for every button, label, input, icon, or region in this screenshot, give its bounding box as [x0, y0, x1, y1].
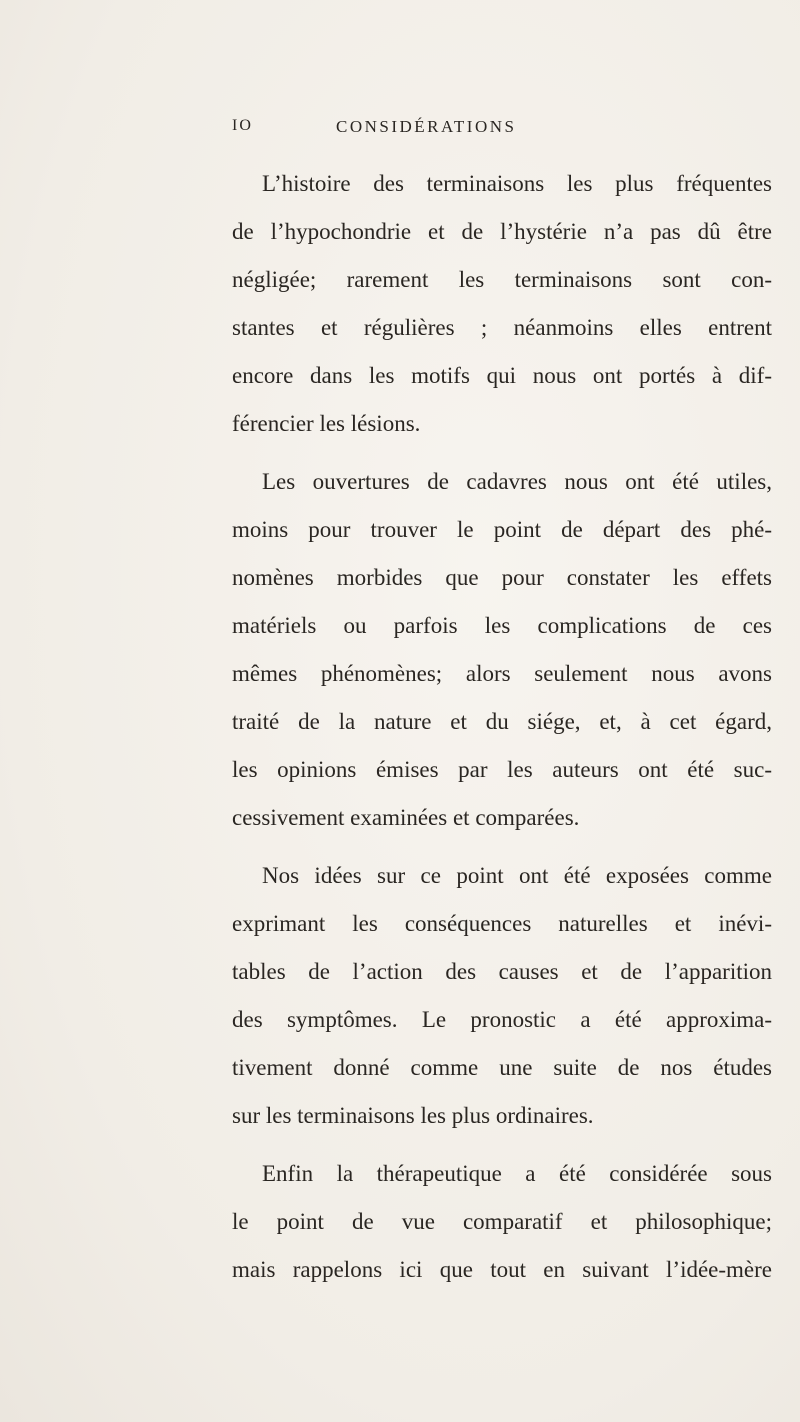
- paragraph: [232, 458, 772, 842]
- text-line: Les ouvertures de cadavres nous ont été utiles,: [262, 469, 772, 494]
- paragraph: [232, 852, 772, 1140]
- page-header: [232, 117, 772, 147]
- text-line: mais rappelons ici que tout en suivant l’idée-mère: [232, 1257, 772, 1282]
- text-line: tables de l’action des causes et de l’apparition: [232, 959, 772, 984]
- text-line: matériels ou parfois les complications de ces: [232, 613, 772, 638]
- text-line: nomènes morbides que pour constater les effets: [232, 565, 772, 590]
- text-line: Nos idées sur ce point ont été exposées comme: [262, 863, 772, 888]
- running-head: CONSIDÉRATIONS: [336, 117, 517, 136]
- text-line: moins pour trouver le point de départ des phé-: [232, 517, 772, 542]
- text-line: des symptômes. Le pronostic a été approxima-: [232, 1007, 772, 1032]
- text-line: traité de la nature et du siége, et, à cet égard,: [232, 709, 772, 734]
- paragraph: [232, 160, 772, 448]
- text-line: le point de vue comparatif et philosophique;: [232, 1209, 772, 1234]
- text-line: les opinions émises par les auteurs ont été suc-: [232, 757, 772, 782]
- text-line: cessivement examinées et comparées.: [232, 805, 580, 830]
- text-line: stantes et régulières ; néanmoins elles entrent: [232, 315, 772, 340]
- text-line: exprimant les conséquences naturelles et inévi-: [232, 911, 772, 936]
- page-number: IO: [232, 117, 253, 134]
- text-line: férencier les lésions.: [232, 411, 421, 436]
- paragraph: [232, 1150, 772, 1294]
- text-line: négligée; rarement les terminaisons sont con-: [232, 267, 772, 292]
- text-line: tivement donné comme une suite de nos études: [232, 1055, 772, 1080]
- text-line: L’histoire des terminaisons les plus fréquentes: [262, 171, 772, 196]
- text-line: de l’hypochondrie et de l’hystérie n’a pas dû être: [232, 219, 772, 244]
- body-text: [232, 160, 772, 1294]
- text-line: sur les terminaisons les plus ordinaires.: [232, 1103, 594, 1128]
- text-line: Enfin la thérapeutique a été considérée sous: [262, 1161, 772, 1186]
- text-line: mêmes phénomènes; alors seulement nous avons: [232, 661, 772, 686]
- text-line: encore dans les motifs qui nous ont portés à dif-: [232, 363, 772, 388]
